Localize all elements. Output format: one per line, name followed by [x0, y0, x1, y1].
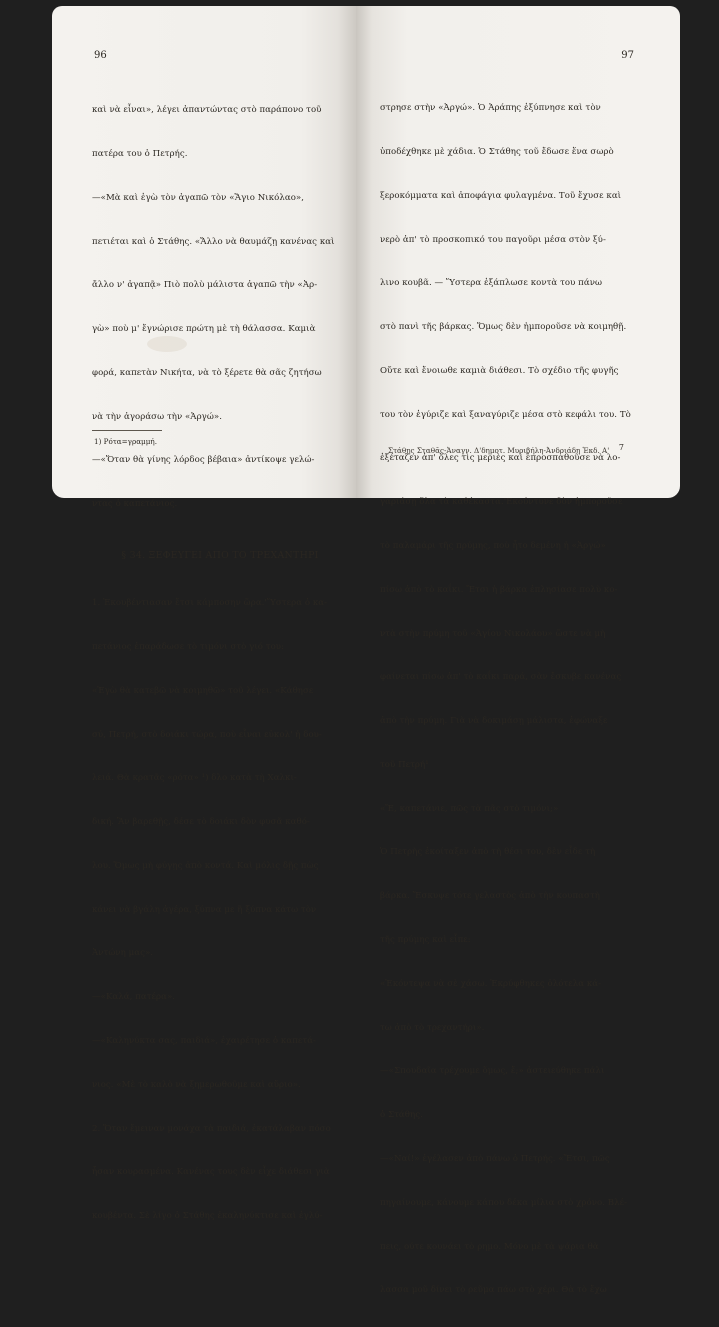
text-line: 1. Ἐκουβέντιασαν ἔτσι κάμποσην ὥρα.'Ὕστερα ὁ κα- — [92, 598, 328, 609]
text-line: τω ἀπὸ τὸ τρεχαντήρι». — [380, 1022, 485, 1033]
text-line: λειά. Θὰ κρατᾶς «ρότα» ¹) δλο κατὰ τὴ Χαλκι- — [92, 773, 297, 784]
left-page-text — [92, 74, 348, 1253]
text-line: λασσα μοῦ δίνει τὸ ρεῦμα πάω στὸ χέρι. Θὰ τὸ ἔχω — [380, 1285, 607, 1296]
text-line: δική. Ἂν βαρεθῇς, δέσε τὸ δοιάκι δὸν φυσᾶ καθό- — [92, 817, 310, 828]
text-line: του τὸν ἐγύριζε καὶ ξαναγύριζε μέσα στὸ κεφάλι του. Τὸ — [380, 409, 631, 420]
text-line: κουβέντα. Σὲ λίγο ὁ Στάθης ἐκαληνύκτισε καὶ ἐγλύ- — [92, 1211, 323, 1222]
text-line: «Ἔ, καπετάνιε, πῶς τὰ πᾶς στὸ τιμόνι;» — [380, 803, 559, 814]
text-line: βάρκα. Ἔσκυψε τότε γελαστὸς ἀπὸ τὴν κουπαστὴ — [380, 891, 600, 902]
page-number-right: 97 — [621, 50, 634, 61]
text-line: νὰ τὴν ἀγοράσω τὴν «Ἀργώ». — [92, 411, 223, 422]
text-line: κάνει νὰ βγάλη ἀγέρα, ξύπνα με ἢ ξύπνα κάτω τὸν — [92, 904, 317, 915]
text-line: ἦσαν κουρασμένα. Κανένας τους δὲν εἶχε διάθεσι γιὰ — [92, 1167, 330, 1178]
text-line: —«Μὰ καὶ ἐγὼ τὸν ἀγαπῶ τὸν «Ἅγιο Νικόλαο», — [92, 192, 305, 203]
text-line: καὶ νὰ εἶναι», λέγει ἀπαντώντας στὸ παράπονο τοῦ — [92, 105, 322, 116]
text-line: ξεροκόμματα καὶ ἀποφάγια φυλαγμένα. Τοῦ ἔχυσε καὶ — [380, 190, 622, 201]
text-line: στὸ πανὶ τῆς βάρκας. Ὅμως δὲν ἠμποροῦσε νὰ κοιμηθῇ. — [380, 322, 627, 333]
text-line: —«Ὅταν θὰ γίνης λόρδος βέβαια» ἀντίκοψε γελώ- — [92, 455, 315, 466]
text-line: ντας ὁ καπετάνιος. — [92, 499, 178, 510]
text-line: νιος. «Μὲ τὸ καλὸ νὰ ξημερωθοῦμε καὶ αὔριο». — [92, 1079, 301, 1090]
text-line: —«Καλά, πατέρα». — [92, 992, 176, 1003]
text-line: «Ἐκόντεψα νὰ σὲ χάσω. Ἐκρύφθηκες ὁλότελα κά- — [380, 978, 602, 989]
footnote: 1) Ρότα=γραμμή. — [94, 437, 157, 446]
signature-number: 7 — [618, 443, 624, 452]
text-line: ὁ Στάθης. — [380, 1110, 423, 1121]
section-heading: § 34. ΞΕΦΕΥΓΕΙ ΑΠΟ ΤΟ ΤΡΕΧΑΝΤΗΡΙ — [121, 550, 319, 561]
text-line: πηγαίνουμε, κάνουμε κάπου δέκα μίλια στὸ χρόνο. Βλέ- — [380, 1197, 628, 1208]
text-line: ἐξέταζεν ἀπ' ὅλες τὶς μεριὲς καὶ ἐπροσπαθοῦσε νὰ λο- — [380, 453, 621, 464]
text-line: νερὸ ἀπ' τὸ προσκοπικό του παγοῦρι μέσα στὸν ξύ- — [380, 234, 606, 245]
left-page — [52, 6, 356, 1222]
text-line: πετιέται καὶ ὁ Στάθης. «Ἄλλο νὰ θαυμάζῃ κανένας καὶ — [92, 236, 335, 247]
text-line: —«Σπουδαῖα τρέχουμε ὅμως, ἔ;» ἀστειεύθηκε πάλι — [380, 1066, 605, 1077]
page-footer: Στάθης Σταθᾶς-Ἀναγν. Δ'δημοτ. Μυριβήλη-Ἀνδριάδη Ἑκδ. Α' — [388, 446, 610, 455]
text-line: γὼ» ποὺ μ' ἔγνώρισε πρώτη μὲ τὴ θάλασσα. Καμιὰ — [92, 324, 316, 335]
text-line: ὑποδέχθηκε μὲ χάδια. Ὁ Στάθης τοῦ ἔδωσε ἕνα σωρὸ — [380, 146, 614, 157]
text-line: Ἀντώνη μας». — [92, 948, 154, 959]
text-line: Ὁ Πετρὴς ἐκοίταξεν ἀπὸ τὴ θέσι του, δὲν εἶδε τὴ — [380, 847, 596, 858]
text-line: λου. Ὅμως μὴ φύγῃς ἀπὸ κοντά. Καὶ μόλις δῇς πὼς — [92, 860, 319, 871]
text-line: γαριάσῃ ὅλα τὰ καθέκαστα.'Εκούντυνε δὸν ἠμποροῦσε — [380, 497, 623, 508]
text-line: πετάνιος ἐπαράδωσε τὸ τιμόνι στὸ γιό του: — [92, 641, 285, 652]
text-line: 2. Ὅταν ἔμειναν μονάχα τὰ παιδιά, ἐκατάλαβαν πόσο — [92, 1123, 331, 1134]
text-line: λινο κουβᾶ. — Ὕστερα ἐξάπλωσε κοντὰ του πάνω — [380, 278, 603, 289]
text-line: τῆς πρύμης καὶ εἶπε: — [380, 935, 471, 946]
text-line: Οὔτε καὶ ἔνοιωθε καμιὰ διάθεσι. Τὸ σχέδιο τῆς φυγῆς — [380, 365, 619, 376]
text-line: τὸ παλαμάρι τῆς πρύμης, ποὺ ἦτο δεμένη ἡ «Ἀργώ» — [380, 541, 606, 551]
text-line: τοῦ Πετρή¹ — [380, 759, 429, 770]
right-page-text — [380, 72, 660, 1327]
text-line: —«Καληνύκτα σας, παιδιά», ἐχαιρέτησε ὁ καπετά- — [92, 1036, 317, 1046]
footnote-rule — [92, 430, 162, 431]
text-line: πατέρα του ὁ Πετρής. — [92, 148, 188, 159]
text-line: ἀπὸ τὴν πρύμη. Γιὰ νὰ δοκιμάσῃ μάλιστα, ἐφώναξε — [380, 716, 608, 727]
right-page — [356, 6, 680, 1296]
text-line: σύ, Πετρή, στὸ δοιάκι τώρα, ποὺ εἶναι εὐκολ' ἡ δου- — [92, 729, 322, 740]
text-line: —«Ναί!» ἐγέλασεν ἀπὸ πάνω ὁ Πετρής. «Ἔτσι, πῶς — [380, 1153, 610, 1164]
text-line: φορά, καπετὰν Νικήτα, νὰ τὸ ξέρετε θὰ σᾶς ζητήσω — [92, 367, 322, 378]
text-line: φαίνεται πίσω ἀπ' τὸ καΐκι παρά, σὰν ἔσκυβε κανένας — [380, 672, 622, 683]
page-number-left: 96 — [94, 50, 107, 61]
text-line: ντὰ στὴν πρύμη τοῦ «Ἁγίου Νικολάου» ὥστε νὰ μὴ — [380, 628, 606, 639]
text-line: πεις, ούτε κουνάει τὸ ρημο. Μόνο μὲ τὰ ψάρια θὰ — [380, 1241, 599, 1252]
paper-stain — [147, 336, 187, 352]
text-line: στρησε στὴν «Ἀργώ». Ὁ Ἀράπης ἐξύπνησε καὶ τὸν — [380, 103, 601, 114]
text-line: πίσω ἀπὸ τὸ καΐκι. Ἔτσι ἡ βάρκα ἐπλησίασε πολὺ κο- — [380, 584, 618, 595]
text-line: «Ἐγὼ θὰ κατεβῶ νὰ κοιμηθῶ» τοῦ λέγει. «Κάθησε — [92, 685, 314, 696]
text-line: ἄλλο ν' ἀγαπᾷ» Πιὸ πολὺ μάλιστα ἀγαπῶ τὴν «Ἀρ- — [92, 280, 318, 291]
